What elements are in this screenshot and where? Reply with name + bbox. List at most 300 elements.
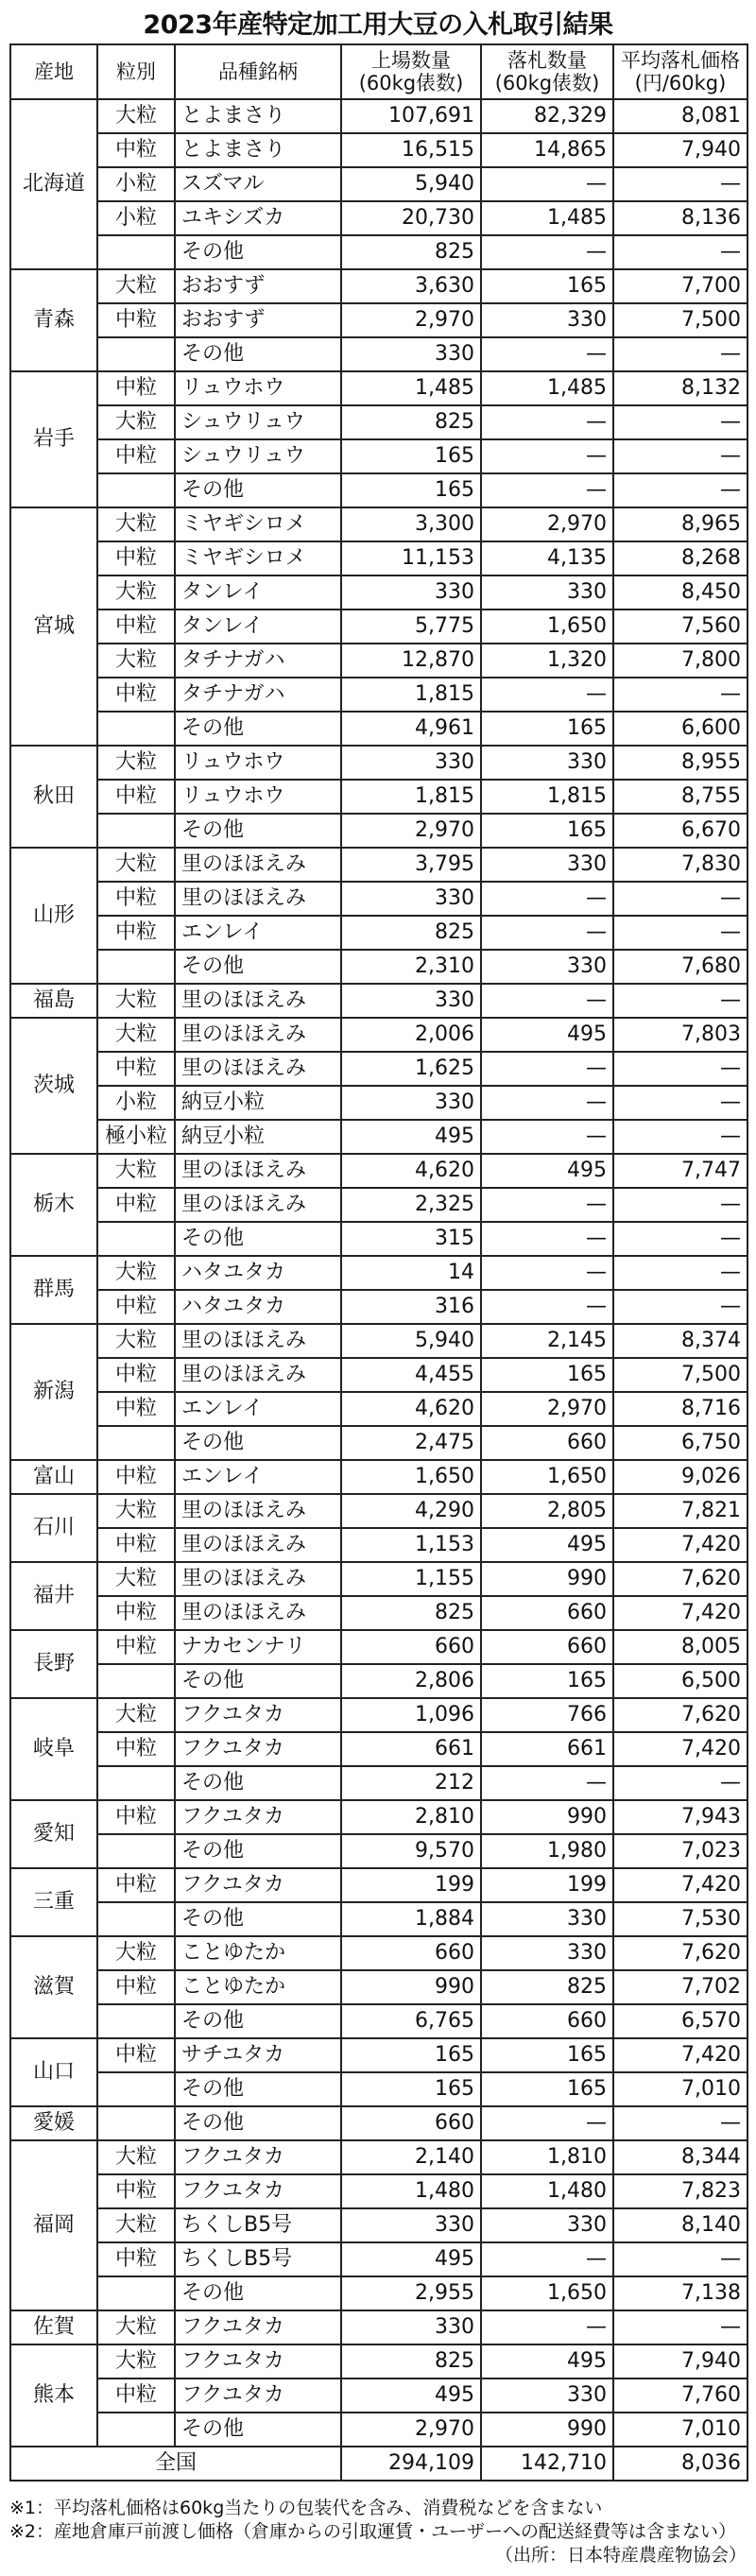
footnote-1: ※1：平均落札価格は60kg当たりの包装代を含み、消費税などを含まない bbox=[9, 2498, 603, 2518]
table-row bbox=[10, 2004, 747, 2038]
variety-cell: エンレイ bbox=[175, 1460, 341, 1494]
variety-cell: ことゆたか bbox=[175, 1970, 341, 2004]
winning-cell: 660 bbox=[481, 1596, 613, 1630]
price-cell: 7,821 bbox=[613, 1494, 747, 1528]
price-cell: — bbox=[613, 235, 747, 269]
price-cell: 7,620 bbox=[613, 1562, 747, 1596]
listed-cell: 330 bbox=[341, 2310, 481, 2344]
table-row bbox=[10, 882, 747, 916]
listed-cell: 4,290 bbox=[341, 1494, 481, 1528]
price-cell: 8,755 bbox=[613, 780, 747, 814]
grain-cell: 大粒 bbox=[97, 1698, 175, 1732]
total-label: 全国 bbox=[10, 2447, 341, 2481]
table-row bbox=[10, 575, 747, 610]
region-cell: 群馬 bbox=[10, 1256, 97, 1324]
price-cell: 8,716 bbox=[613, 1392, 747, 1426]
winning-cell: 330 bbox=[481, 1936, 613, 1970]
listed-cell: 1,153 bbox=[341, 1528, 481, 1562]
region-cell: 福井 bbox=[10, 1562, 97, 1630]
table-row bbox=[10, 541, 747, 575]
winning-cell: — bbox=[481, 2106, 613, 2140]
region-cell: 熊本 bbox=[10, 2344, 97, 2447]
region-cell: 滋賀 bbox=[10, 1936, 97, 2038]
grain-cell: 中粒 bbox=[97, 1970, 175, 2004]
grain-cell: 大粒 bbox=[97, 575, 175, 610]
source-credit: （出所：日本特産農産物協会） bbox=[494, 2545, 747, 2566]
region-cell: 青森 bbox=[10, 269, 97, 371]
variety-cell: ミヤギシロメ bbox=[175, 541, 341, 575]
table-row bbox=[10, 746, 747, 780]
grain-cell: 中粒 bbox=[97, 2242, 175, 2276]
listed-cell: 2,806 bbox=[341, 1664, 481, 1698]
variety-cell: ミヤギシロメ bbox=[175, 507, 341, 541]
grain-cell bbox=[97, 2413, 175, 2447]
price-cell: 7,560 bbox=[613, 610, 747, 644]
winning-cell: — bbox=[481, 1256, 613, 1290]
winning-cell: 165 bbox=[481, 1664, 613, 1698]
price-cell: 7,702 bbox=[613, 1970, 747, 2004]
table-row bbox=[10, 269, 747, 303]
listed-cell: 2,955 bbox=[341, 2276, 481, 2310]
table-row bbox=[10, 1018, 747, 1052]
winning-cell: 2,805 bbox=[481, 1494, 613, 1528]
table-row bbox=[10, 1902, 747, 1936]
grain-cell bbox=[97, 712, 175, 746]
winning-cell: — bbox=[481, 1120, 613, 1154]
grain-cell bbox=[97, 2106, 175, 2140]
table-row bbox=[10, 201, 747, 235]
listed-cell: 4,620 bbox=[341, 1392, 481, 1426]
price-cell: 8,005 bbox=[613, 1630, 747, 1664]
winning-cell: — bbox=[481, 405, 613, 439]
price-cell: 7,760 bbox=[613, 2379, 747, 2413]
variety-cell: その他 bbox=[175, 814, 341, 848]
grain-cell: 中粒 bbox=[97, 1732, 175, 1766]
listed-cell: 165 bbox=[341, 2038, 481, 2072]
winning-cell: 990 bbox=[481, 2413, 613, 2447]
variety-cell: フクユタカ bbox=[175, 2379, 341, 2413]
variety-cell: 里のほほえみ bbox=[175, 1358, 341, 1392]
winning-cell: 1,480 bbox=[481, 2174, 613, 2208]
variety-cell: ちくしB5号 bbox=[175, 2242, 341, 2276]
winning-cell: 165 bbox=[481, 2038, 613, 2072]
table-row bbox=[10, 2413, 747, 2447]
variety-cell: リュウホウ bbox=[175, 746, 341, 780]
region-cell: 秋田 bbox=[10, 746, 97, 848]
grain-cell: 大粒 bbox=[97, 644, 175, 678]
price-cell: 7,620 bbox=[613, 1698, 747, 1732]
variety-cell: その他 bbox=[175, 1664, 341, 1698]
region-cell: 北海道 bbox=[10, 99, 97, 269]
price-cell: — bbox=[613, 916, 747, 950]
price-cell: 8,344 bbox=[613, 2140, 747, 2174]
price-cell: 8,140 bbox=[613, 2208, 747, 2242]
listed-cell: 315 bbox=[341, 1222, 481, 1256]
listed-cell: 825 bbox=[341, 405, 481, 439]
variety-cell: 納豆小粒 bbox=[175, 1086, 341, 1120]
listed-cell: 2,970 bbox=[341, 2413, 481, 2447]
price-cell: 7,940 bbox=[613, 133, 747, 167]
region-cell: 栃木 bbox=[10, 1154, 97, 1256]
table-row bbox=[10, 916, 747, 950]
grain-cell: 中粒 bbox=[97, 1460, 175, 1494]
grain-cell: 大粒 bbox=[97, 1562, 175, 1596]
table-row bbox=[10, 2344, 747, 2379]
footnote-2: ※2：産地倉庫戸前渡し価格（倉庫からの引取運賃・ユーザーへの配送経費等は含まない） （出所：日本特産農産物協会） bbox=[9, 2521, 747, 2566]
grain-cell: 大粒 bbox=[97, 1154, 175, 1188]
variety-cell: 里のほほえみ bbox=[175, 1052, 341, 1086]
grain-cell: 中粒 bbox=[97, 1290, 175, 1324]
variety-cell: その他 bbox=[175, 235, 341, 269]
variety-cell: おおすず bbox=[175, 303, 341, 337]
region-cell: 宮城 bbox=[10, 507, 97, 746]
price-cell: 7,530 bbox=[613, 1902, 747, 1936]
listed-cell: 5,775 bbox=[341, 610, 481, 644]
table-row bbox=[10, 1664, 747, 1698]
listed-cell: 330 bbox=[341, 337, 481, 371]
variety-cell: その他 bbox=[175, 1834, 341, 1868]
price-cell: — bbox=[613, 405, 747, 439]
table-row bbox=[10, 1154, 747, 1188]
bid-results-table bbox=[9, 43, 748, 2482]
winning-cell: 495 bbox=[481, 1528, 613, 1562]
variety-cell: シュウリュウ bbox=[175, 439, 341, 473]
price-cell: 8,268 bbox=[613, 541, 747, 575]
table-row bbox=[10, 780, 747, 814]
grain-cell: 大粒 bbox=[97, 984, 175, 1018]
variety-cell: その他 bbox=[175, 1902, 341, 1936]
grain-cell: 大粒 bbox=[97, 1018, 175, 1052]
price-cell: 8,081 bbox=[613, 99, 747, 133]
winning-cell: 1,815 bbox=[481, 780, 613, 814]
listed-cell: 2,970 bbox=[341, 814, 481, 848]
price-cell: 7,420 bbox=[613, 1732, 747, 1766]
grain-cell bbox=[97, 1902, 175, 1936]
variety-cell: ユキシズカ bbox=[175, 201, 341, 235]
table-row bbox=[10, 473, 747, 507]
variety-cell: ことゆたか bbox=[175, 1936, 341, 1970]
price-cell: 7,940 bbox=[613, 2344, 747, 2379]
listed-cell: 14 bbox=[341, 1256, 481, 1290]
price-cell: — bbox=[613, 984, 747, 1018]
winning-cell: 495 bbox=[481, 1018, 613, 1052]
grain-cell bbox=[97, 1766, 175, 1800]
grain-cell: 中粒 bbox=[97, 1392, 175, 1426]
price-cell: — bbox=[613, 2242, 747, 2276]
winning-cell: 330 bbox=[481, 303, 613, 337]
price-cell: 7,420 bbox=[613, 1868, 747, 1902]
grain-cell: 極小粒 bbox=[97, 1120, 175, 1154]
variety-cell: サチユタカ bbox=[175, 2038, 341, 2072]
listed-cell: 2,140 bbox=[341, 2140, 481, 2174]
table-row bbox=[10, 2310, 747, 2344]
listed-cell: 165 bbox=[341, 2072, 481, 2106]
winning-cell: — bbox=[481, 473, 613, 507]
winning-cell: 495 bbox=[481, 2344, 613, 2379]
variety-cell: とよまさり bbox=[175, 133, 341, 167]
listed-cell: 990 bbox=[341, 1970, 481, 2004]
grain-cell: 中粒 bbox=[97, 678, 175, 712]
listed-cell: 165 bbox=[341, 439, 481, 473]
region-cell: 山口 bbox=[10, 2038, 97, 2106]
listed-cell: 825 bbox=[341, 916, 481, 950]
grain-cell: 大粒 bbox=[97, 746, 175, 780]
listed-cell: 9,570 bbox=[341, 1834, 481, 1868]
price-cell: 7,500 bbox=[613, 303, 747, 337]
variety-cell: リュウホウ bbox=[175, 780, 341, 814]
table-row bbox=[10, 1188, 747, 1222]
winning-cell: — bbox=[481, 1052, 613, 1086]
variety-cell: とよまさり bbox=[175, 99, 341, 133]
winning-cell: — bbox=[481, 2242, 613, 2276]
price-cell: 6,570 bbox=[613, 2004, 747, 2038]
price-cell: 7,823 bbox=[613, 2174, 747, 2208]
winning-cell: 1,650 bbox=[481, 2276, 613, 2310]
variety-cell: その他 bbox=[175, 2072, 341, 2106]
listed-cell: 495 bbox=[341, 1120, 481, 1154]
price-cell: 7,803 bbox=[613, 1018, 747, 1052]
variety-cell: 里のほほえみ bbox=[175, 882, 341, 916]
winning-cell: 661 bbox=[481, 1732, 613, 1766]
variety-cell: ナカセンナリ bbox=[175, 1630, 341, 1664]
listed-cell: 2,475 bbox=[341, 1426, 481, 1460]
variety-cell: ちくしB5号 bbox=[175, 2208, 341, 2242]
grain-cell bbox=[97, 2072, 175, 2106]
price-cell: 7,010 bbox=[613, 2413, 747, 2447]
price-cell: 8,132 bbox=[613, 371, 747, 405]
variety-cell: その他 bbox=[175, 2413, 341, 2447]
listed-cell: 12,870 bbox=[341, 644, 481, 678]
table-row bbox=[10, 337, 747, 371]
grain-cell: 小粒 bbox=[97, 201, 175, 235]
region-cell: 福岡 bbox=[10, 2140, 97, 2310]
table-row bbox=[10, 2072, 747, 2106]
winning-cell: 165 bbox=[481, 814, 613, 848]
price-cell: — bbox=[613, 2106, 747, 2140]
grain-cell bbox=[97, 1426, 175, 1460]
listed-cell: 1,485 bbox=[341, 371, 481, 405]
winning-cell: 990 bbox=[481, 1800, 613, 1834]
variety-cell: その他 bbox=[175, 473, 341, 507]
price-cell: — bbox=[613, 1188, 747, 1222]
listed-cell: 6,765 bbox=[341, 2004, 481, 2038]
variety-cell: フクユタカ bbox=[175, 2310, 341, 2344]
listed-cell: 11,153 bbox=[341, 541, 481, 575]
listed-cell: 165 bbox=[341, 473, 481, 507]
price-cell: 9,026 bbox=[613, 1460, 747, 1494]
table-row bbox=[10, 1290, 747, 1324]
table-row bbox=[10, 2174, 747, 2208]
variety-cell: その他 bbox=[175, 2004, 341, 2038]
listed-cell: 1,815 bbox=[341, 780, 481, 814]
region-cell: 石川 bbox=[10, 1494, 97, 1562]
listed-cell: 2,310 bbox=[341, 950, 481, 984]
variety-cell: 里のほほえみ bbox=[175, 1528, 341, 1562]
table-row bbox=[10, 1868, 747, 1902]
listed-cell: 16,515 bbox=[341, 133, 481, 167]
winning-cell: 2,145 bbox=[481, 1324, 613, 1358]
variety-cell: シュウリュウ bbox=[175, 405, 341, 439]
region-cell: 福島 bbox=[10, 984, 97, 1018]
listed-cell: 4,620 bbox=[341, 1154, 481, 1188]
grain-cell bbox=[97, 337, 175, 371]
listed-cell: 3,300 bbox=[341, 507, 481, 541]
listed-cell: 330 bbox=[341, 984, 481, 1018]
winning-cell: — bbox=[481, 235, 613, 269]
variety-cell: おおすず bbox=[175, 269, 341, 303]
grain-cell: 大粒 bbox=[97, 2140, 175, 2174]
winning-cell: 14,865 bbox=[481, 133, 613, 167]
variety-cell: タチナガハ bbox=[175, 678, 341, 712]
winning-cell: — bbox=[481, 2310, 613, 2344]
winning-cell: 1,485 bbox=[481, 201, 613, 235]
grain-cell: 小粒 bbox=[97, 1086, 175, 1120]
listed-cell: 495 bbox=[341, 2242, 481, 2276]
table-row bbox=[10, 1426, 747, 1460]
grain-cell bbox=[97, 2276, 175, 2310]
table-row bbox=[10, 712, 747, 746]
total-price-cell: 8,036 bbox=[613, 2447, 747, 2481]
table-row bbox=[10, 507, 747, 541]
price-cell: 8,450 bbox=[613, 575, 747, 610]
region-cell: 長野 bbox=[10, 1630, 97, 1698]
table-row bbox=[10, 814, 747, 848]
price-cell: — bbox=[613, 678, 747, 712]
winning-cell: 766 bbox=[481, 1698, 613, 1732]
listed-cell: 316 bbox=[341, 1290, 481, 1324]
price-cell: — bbox=[613, 1086, 747, 1120]
winning-cell: 82,329 bbox=[481, 99, 613, 133]
winning-cell: 660 bbox=[481, 1426, 613, 1460]
variety-cell: フクユタカ bbox=[175, 1868, 341, 1902]
grain-cell bbox=[97, 950, 175, 984]
total-winning-cell: 142,710 bbox=[481, 2447, 613, 2481]
listed-cell: 825 bbox=[341, 2344, 481, 2379]
table-row bbox=[10, 1120, 747, 1154]
table-row bbox=[10, 1052, 747, 1086]
winning-cell: 330 bbox=[481, 1902, 613, 1936]
grain-cell: 中粒 bbox=[97, 610, 175, 644]
table-row bbox=[10, 610, 747, 644]
table-row bbox=[10, 2276, 747, 2310]
variety-cell: その他 bbox=[175, 950, 341, 984]
winning-cell: 825 bbox=[481, 1970, 613, 2004]
variety-cell: その他 bbox=[175, 1766, 341, 1800]
grain-cell: 中粒 bbox=[97, 1188, 175, 1222]
table-row bbox=[10, 1358, 747, 1392]
grain-cell: 中粒 bbox=[97, 2038, 175, 2072]
listed-cell: 107,691 bbox=[341, 99, 481, 133]
grain-cell: 大粒 bbox=[97, 1324, 175, 1358]
grain-cell: 中粒 bbox=[97, 1630, 175, 1664]
region-cell: 新潟 bbox=[10, 1324, 97, 1460]
table-row bbox=[10, 1324, 747, 1358]
table-row bbox=[10, 2379, 747, 2413]
header-price: 平均落札価格 (円/60kg) bbox=[613, 44, 747, 99]
winning-cell: 660 bbox=[481, 1630, 613, 1664]
listed-cell: 825 bbox=[341, 235, 481, 269]
variety-cell: リュウホウ bbox=[175, 371, 341, 405]
winning-cell: 1,980 bbox=[481, 1834, 613, 1868]
variety-cell: ハタユタカ bbox=[175, 1290, 341, 1324]
winning-cell: — bbox=[481, 916, 613, 950]
listed-cell: 661 bbox=[341, 1732, 481, 1766]
winning-cell: 165 bbox=[481, 269, 613, 303]
winning-cell: 1,650 bbox=[481, 610, 613, 644]
winning-cell: — bbox=[481, 439, 613, 473]
variety-cell: フクユタカ bbox=[175, 1732, 341, 1766]
listed-cell: 660 bbox=[341, 1630, 481, 1664]
table-row bbox=[10, 1222, 747, 1256]
price-cell: — bbox=[613, 1120, 747, 1154]
price-cell: — bbox=[613, 473, 747, 507]
listed-cell: 825 bbox=[341, 1596, 481, 1630]
winning-cell: — bbox=[481, 984, 613, 1018]
table-row bbox=[10, 984, 747, 1018]
winning-cell: — bbox=[481, 882, 613, 916]
price-cell: 7,620 bbox=[613, 1936, 747, 1970]
table-row bbox=[10, 2106, 747, 2140]
variety-cell: その他 bbox=[175, 1222, 341, 1256]
winning-cell: 1,485 bbox=[481, 371, 613, 405]
price-cell: 7,023 bbox=[613, 1834, 747, 1868]
price-cell: 6,600 bbox=[613, 712, 747, 746]
grain-cell: 中粒 bbox=[97, 882, 175, 916]
table-row bbox=[10, 1494, 747, 1528]
grain-cell: 中粒 bbox=[97, 133, 175, 167]
price-cell: 6,670 bbox=[613, 814, 747, 848]
price-cell: — bbox=[613, 882, 747, 916]
header-grain: 粒別 bbox=[97, 44, 175, 99]
variety-cell: その他 bbox=[175, 2106, 341, 2140]
variety-cell: スズマル bbox=[175, 167, 341, 201]
price-cell: 7,420 bbox=[613, 2038, 747, 2072]
price-cell: 7,700 bbox=[613, 269, 747, 303]
winning-cell: 495 bbox=[481, 1154, 613, 1188]
table-row bbox=[10, 1528, 747, 1562]
winning-cell: — bbox=[481, 1766, 613, 1800]
winning-cell: 1,810 bbox=[481, 2140, 613, 2174]
price-cell: 8,965 bbox=[613, 507, 747, 541]
total-row bbox=[10, 2447, 747, 2481]
listed-cell: 20,730 bbox=[341, 201, 481, 235]
price-cell: 7,747 bbox=[613, 1154, 747, 1188]
total-listed-cell: 294,109 bbox=[341, 2447, 481, 2481]
grain-cell: 大粒 bbox=[97, 269, 175, 303]
table-row bbox=[10, 133, 747, 167]
region-cell: 愛媛 bbox=[10, 2106, 97, 2140]
price-cell: 7,420 bbox=[613, 1596, 747, 1630]
listed-cell: 1,155 bbox=[341, 1562, 481, 1596]
winning-cell: 2,970 bbox=[481, 1392, 613, 1426]
listed-cell: 2,325 bbox=[341, 1188, 481, 1222]
listed-cell: 4,961 bbox=[341, 712, 481, 746]
table-row bbox=[10, 1732, 747, 1766]
grain-cell: 大粒 bbox=[97, 1256, 175, 1290]
table-row bbox=[10, 1630, 747, 1664]
winning-cell: 330 bbox=[481, 575, 613, 610]
variety-cell: 里のほほえみ bbox=[175, 1324, 341, 1358]
winning-cell: 165 bbox=[481, 1358, 613, 1392]
price-cell: 7,138 bbox=[613, 2276, 747, 2310]
table-row bbox=[10, 1766, 747, 1800]
variety-cell: その他 bbox=[175, 1426, 341, 1460]
grain-cell: 中粒 bbox=[97, 1052, 175, 1086]
price-cell: — bbox=[613, 439, 747, 473]
winning-cell: 165 bbox=[481, 2072, 613, 2106]
variety-cell: 里のほほえみ bbox=[175, 1018, 341, 1052]
table-row bbox=[10, 2140, 747, 2174]
